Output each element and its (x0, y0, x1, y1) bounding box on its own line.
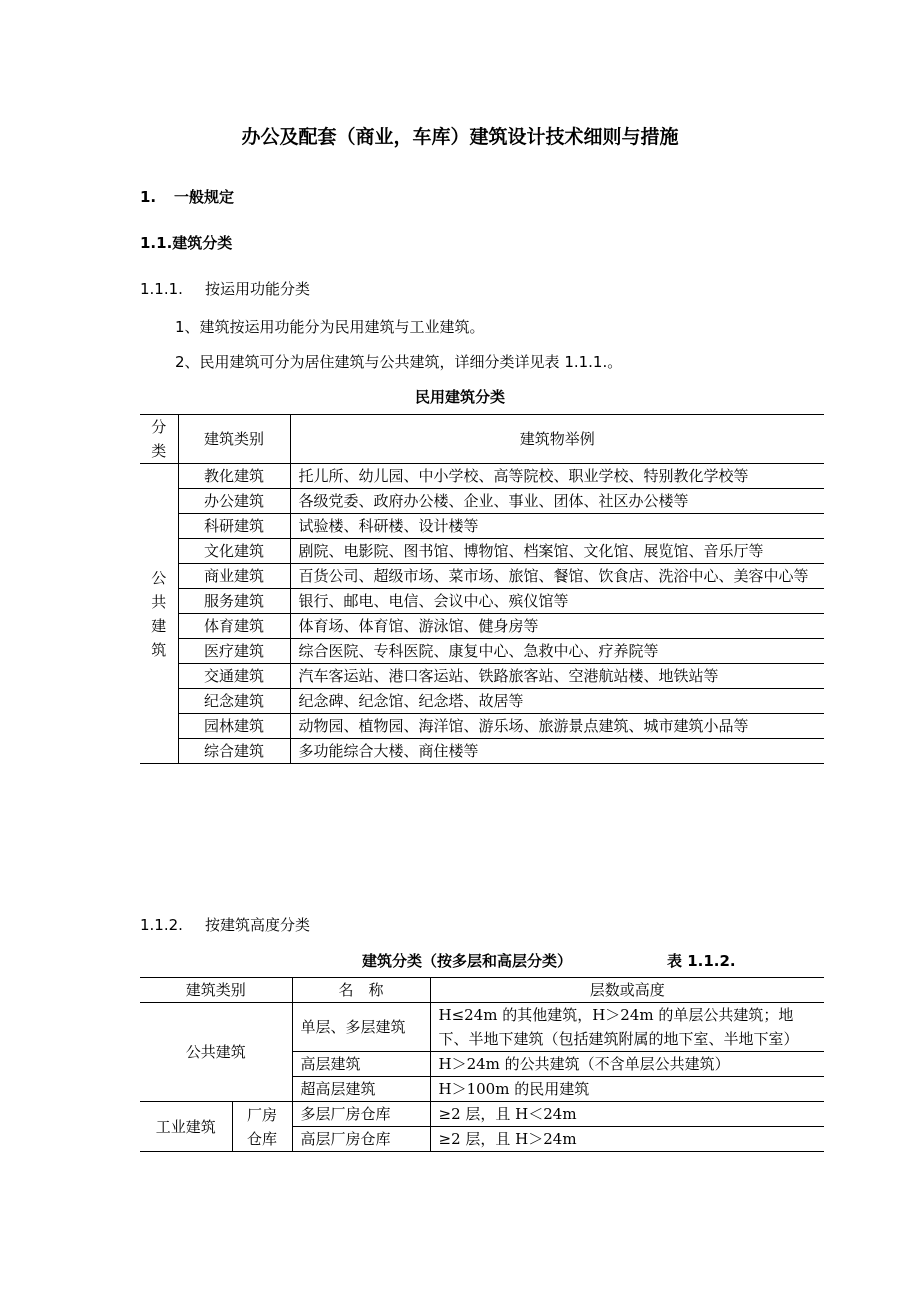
table-row (140, 564, 824, 589)
height-cell: H≤24m 的其他建筑，H＞24m 的单层公共建筑；地下、半地下建筑（包括建筑附属的地下室、半地下室） (430, 1003, 824, 1052)
name-cell: 单层、多层建筑 (292, 1003, 430, 1052)
category-cell: 科研建筑 (178, 514, 290, 539)
group-industrial-building: 工业建筑 (140, 1102, 232, 1152)
height-cell: H＞24m 的公共建筑（不含单层公共建筑） (430, 1052, 824, 1077)
section-heading-1-1-1 (140, 278, 310, 299)
examples-cell: 各级党委、政府办公楼、企业、事业、团体、社区办公楼等 (290, 489, 824, 514)
examples-cell: 体育场、体育馆、游泳馆、健身房等 (290, 614, 824, 639)
category-cell: 服务建筑 (178, 589, 290, 614)
table-row (140, 714, 824, 739)
document-title: 办公及配套（商业，车库）建筑设计技术细则与措施 (241, 126, 679, 148)
examples-cell: 银行、邮电、电信、会议中心、殡仪馆等 (290, 589, 824, 614)
name-cell: 高层厂房仓库 (292, 1127, 430, 1152)
examples-cell: 试验楼、科研楼、设计楼等 (290, 514, 824, 539)
header-name: 名 称 (292, 978, 430, 1003)
category-cell: 医疗建筑 (178, 639, 290, 664)
table-header-row (140, 415, 824, 464)
section-number: 1. (140, 188, 157, 206)
table-row (140, 1102, 824, 1127)
height-cell: ≥2 层，且 H＜24m (430, 1102, 824, 1127)
table-header-row (140, 978, 824, 1003)
table2-caption: 建筑分类（按多层和高层分类） (362, 952, 573, 970)
name-cell: 超高层建筑 (292, 1077, 430, 1102)
examples-cell: 纪念碑、纪念馆、纪念塔、故居等 (290, 689, 824, 714)
category-cell: 教化建筑 (178, 464, 290, 489)
section-number: 1.1.1. (140, 280, 183, 298)
table1-caption: 民用建筑分类 (414, 388, 505, 406)
paragraph-2: 2、民用建筑可分为居住建筑与公共建筑，详细分类详见表 1.1.1.。 (175, 353, 623, 371)
section-heading-1 (140, 186, 234, 207)
category-cell: 交通建筑 (178, 664, 290, 689)
group-public-building: 公共建筑 (140, 1003, 292, 1102)
category-cell: 商业建筑 (178, 564, 290, 589)
table-row (140, 664, 824, 689)
examples-cell: 动物园、植物园、海洋馆、游乐场、旅游景点建筑、城市建筑小品等 (290, 714, 824, 739)
examples-cell: 汽车客运站、港口客运站、铁路旅客站、空港航站楼、地铁站等 (290, 664, 824, 689)
section-heading-1-1: 1.1.建筑分类 (140, 234, 233, 252)
category-cell: 体育建筑 (178, 614, 290, 639)
table-row (140, 639, 824, 664)
height-classification-table (140, 977, 824, 1152)
section-title: 按运用功能分类 (205, 280, 311, 298)
category-cell: 综合建筑 (178, 739, 290, 764)
name-cell: 多层厂房仓库 (292, 1102, 430, 1127)
examples-cell: 综合医院、专科医院、康复中心、急救中心、疗养院等 (290, 639, 824, 664)
paragraph-1: 1、建筑按运用功能分为民用建筑与工业建筑。 (175, 318, 485, 336)
group-public-building: 公共建筑 (140, 464, 178, 764)
examples-cell: 百货公司、超级市场、菜市场、旅馆、餐馆、饮食店、洗浴中心、美容中心等 (290, 564, 824, 589)
table-row (140, 489, 824, 514)
table-row (140, 739, 824, 764)
table-row (140, 539, 824, 564)
examples-cell: 剧院、电影院、图书馆、博物馆、档案馆、文化馆、展览馆、音乐厅等 (290, 539, 824, 564)
header-examples: 建筑物举例 (290, 415, 824, 464)
header-category: 建筑类别 (178, 415, 290, 464)
height-cell: H＞100m 的民用建筑 (430, 1077, 824, 1102)
table2-number: 表 1.1.2. (667, 952, 736, 970)
civil-building-table (140, 414, 824, 764)
table-row (140, 689, 824, 714)
header-classification: 分类 (140, 415, 178, 464)
table-row (140, 614, 824, 639)
subgroup-factory-warehouse: 厂房仓库 (232, 1102, 292, 1152)
table-row (140, 464, 824, 489)
section-title: 一般规定 (174, 188, 235, 206)
table-row (140, 514, 824, 539)
name-cell: 高层建筑 (292, 1052, 430, 1077)
category-cell: 文化建筑 (178, 539, 290, 564)
section-number: 1.1.2. (140, 916, 183, 934)
category-cell: 园林建筑 (178, 714, 290, 739)
category-cell: 纪念建筑 (178, 689, 290, 714)
header-height: 层数或高度 (430, 978, 824, 1003)
header-building-category: 建筑类别 (140, 978, 292, 1003)
examples-cell: 托儿所、幼儿园、中小学校、高等院校、职业学校、特别教化学校等 (290, 464, 824, 489)
category-cell: 办公建筑 (178, 489, 290, 514)
section-heading-1-1-2 (140, 914, 310, 935)
table-row (140, 589, 824, 614)
height-cell: ≥2 层，且 H＞24m (430, 1127, 824, 1152)
table-row (140, 1003, 824, 1052)
section-title: 按建筑高度分类 (205, 916, 311, 934)
examples-cell: 多功能综合大楼、商住楼等 (290, 739, 824, 764)
